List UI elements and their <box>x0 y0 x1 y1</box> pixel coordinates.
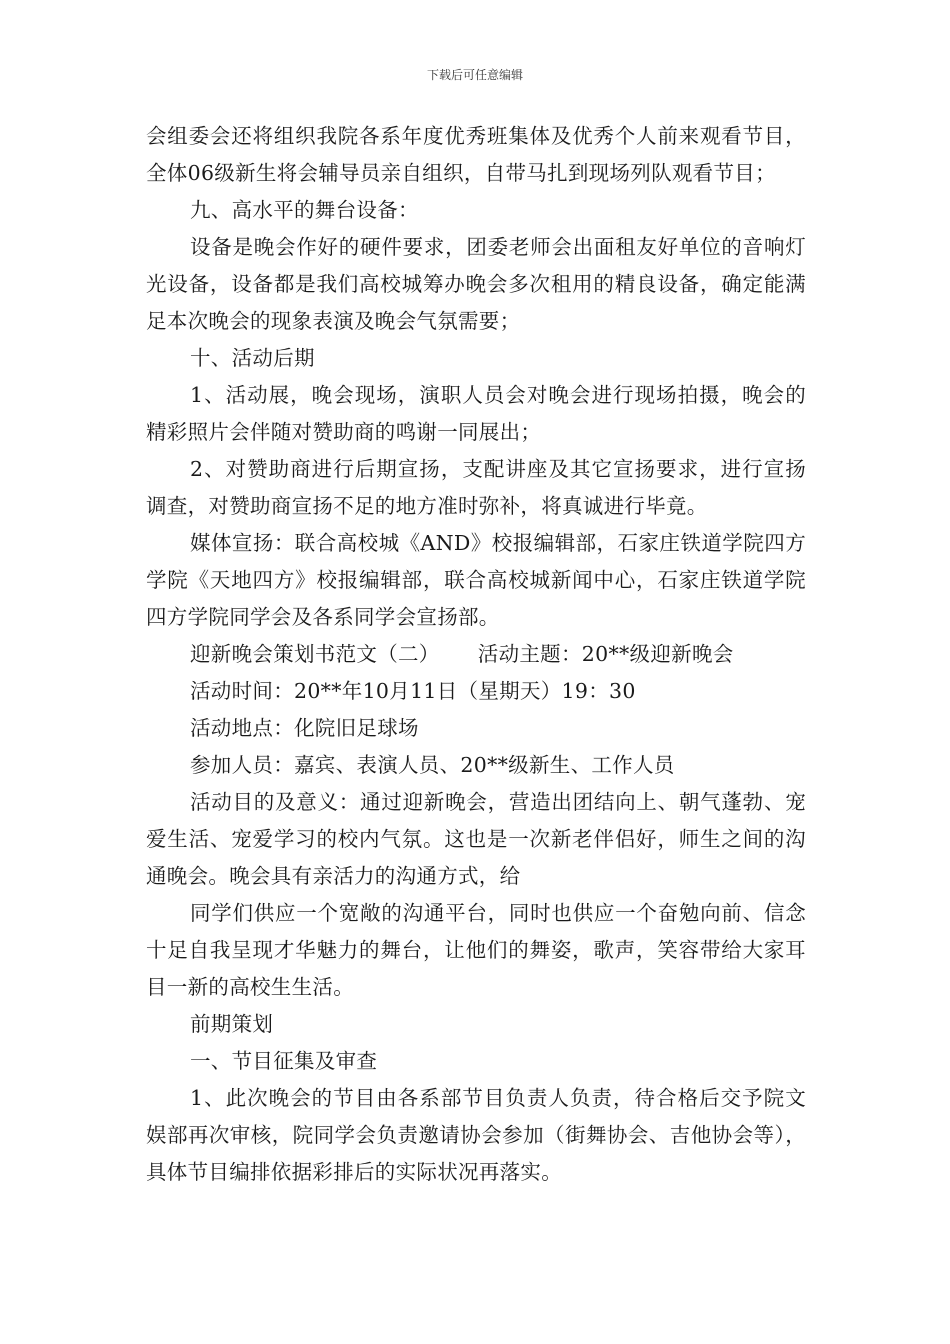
section-heading: 一、节目征集及审查 <box>190 1049 378 1073</box>
paragraph: 设备是晚会作好的硬件要求，团委老师会出面租友好单位的音响灯光设备，设备都是我们高校城筹办晚会多次租用的精良设备，确定能满足本次晚会的现象表演及晚会气氛需要； <box>146 235 806 333</box>
paragraph: 活动地点：化院旧足球场 <box>190 716 419 740</box>
section-heading: 九、高水平的舞台设备： <box>190 198 419 222</box>
paragraph: 同学们供应一个宽敞的沟通平台，同时也供应一个奋勉向前、信念十足自我呈现才华魅力的舞台，让他们的舞姿，歌声，笑容带给大家耳目一新的高校生生活。 <box>146 901 806 999</box>
paragraph: 媒体宣扬：联合高校城《AND》校报编辑部，石家庄铁道学院四方学院《天地四方》校报编辑部，联合高校城新闻中心，石家庄铁道学院四方学院同学会及各系同学会宣扬部。 <box>146 531 806 629</box>
section-heading: 十、活动后期 <box>190 346 315 370</box>
paragraph: 会组委会还将组织我院各系年度优秀班集体及优秀个人前来观看节目，全体06级新生将会辅导员亲自组织，自带马扎到现场列队观看节目； <box>146 124 806 185</box>
paragraph: 1、此次晚会的节目由各系部节目负责人负责，待合格后交予院文娱部再次审核，院同学会负责邀请协会参加（街舞协会、吉他协会等），具体节目编排依据彩排后的实际状况再落实。 <box>146 1086 806 1184</box>
paragraph: 1、活动展，晚会现场，演职人员会对晚会进行现场拍摄，晚会的精彩照片会伴随对赞助商的鸣谢一同展出； <box>146 383 806 444</box>
paragraph: 2、对赞助商进行后期宣扬，支配讲座及其它宣扬要求，进行宣扬调查，对赞助商宣扬不足的地方准时弥补，将真诚进行毕竟。 <box>146 457 806 518</box>
paragraph: 参加人员：嘉宾、表演人员、20**级新生、工作人员 <box>190 753 675 777</box>
paragraph: 活动时间：20**年10月11日（星期天）19：30 <box>190 679 636 703</box>
section-heading: 前期策划 <box>190 1012 274 1036</box>
document-body <box>146 118 806 1191</box>
paragraph: 活动目的及意义：通过迎新晚会，营造出团结向上、朝气蓬勃、宠爱生活、宠爱学习的校内气氛。这也是一次新老伴侣好，师生之间的沟通晚会。晚会具有亲活力的沟通方式，给 <box>146 790 806 888</box>
page-header: 下载后可任意编辑 <box>426 68 523 82</box>
paragraph: 迎新晚会策划书范文（二） 活动主题：20**级迎新晚会 <box>190 642 734 666</box>
